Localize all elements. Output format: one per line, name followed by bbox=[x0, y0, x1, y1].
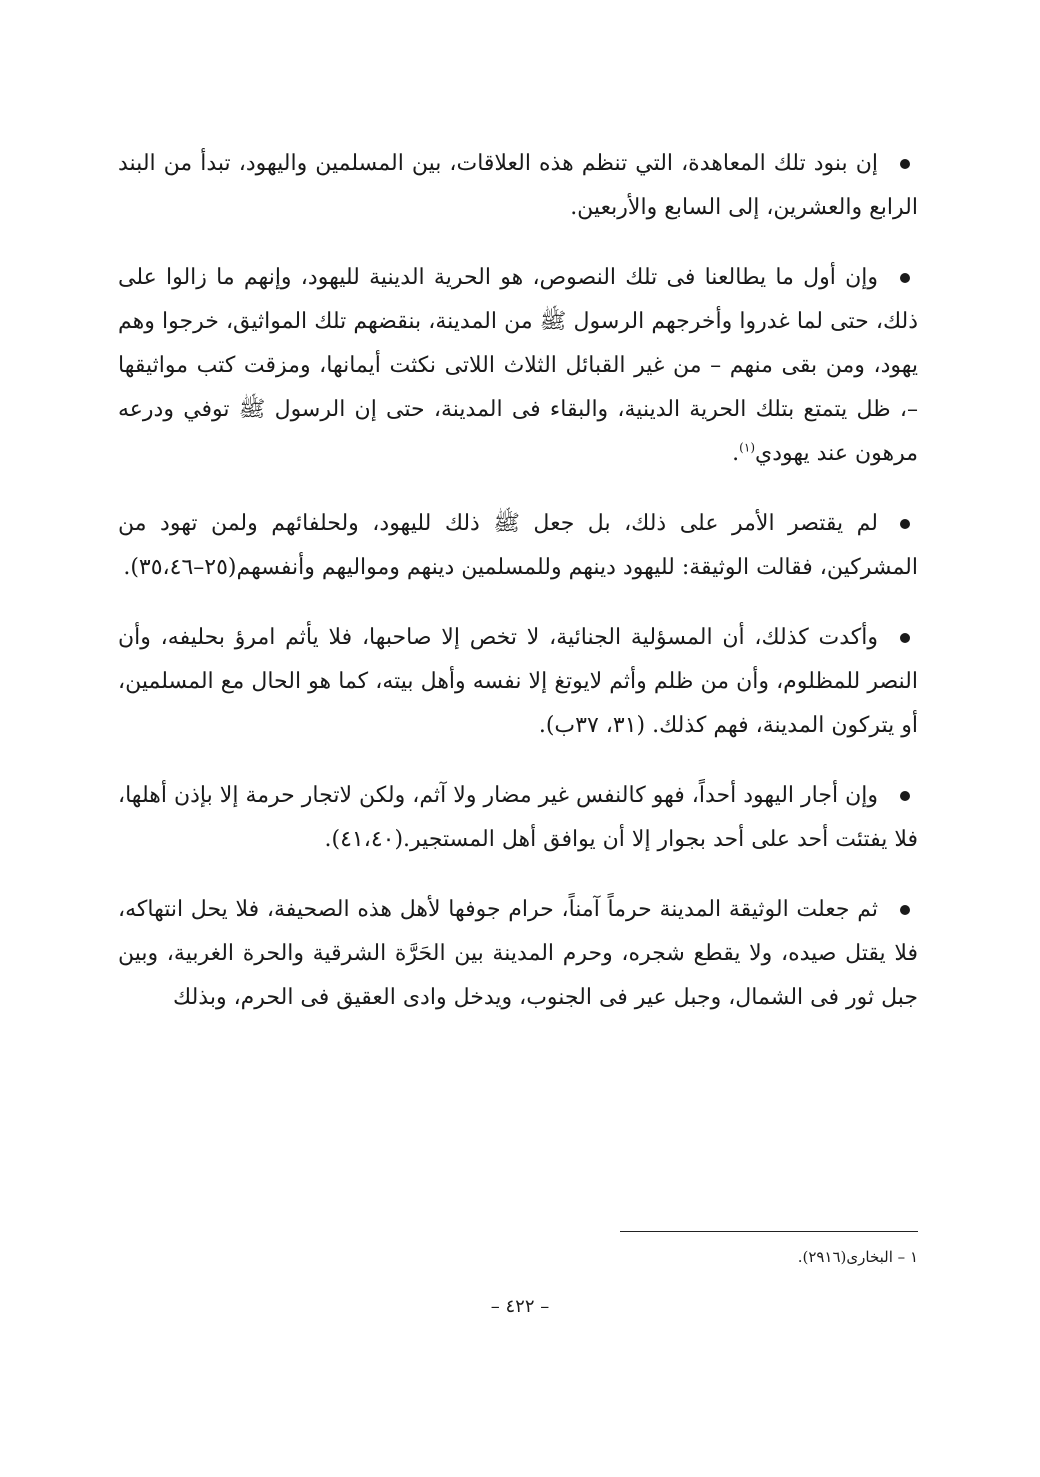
bullet-icon bbox=[900, 519, 910, 529]
paragraph-6 bbox=[118, 888, 918, 1020]
bullet-icon bbox=[900, 905, 910, 915]
footnote: ١ – البخارى(٢٩١٦). bbox=[797, 1248, 918, 1266]
bullet-icon bbox=[900, 273, 910, 283]
footnote-divider bbox=[620, 1231, 918, 1232]
bullet-icon bbox=[900, 159, 910, 169]
paragraph-text: وإن أول ما يطالعنا فى تلك النصوص، هو الحرية الدينية لليهود، وإنهم ما زالوا على ذلك، حتى لما غدروا وأخرجهم الرسول ﷺ من المدينة، بنقضهم تلك المواثيق، خرجوا وهم يهود، ومن بقى منهم – من غير القبائل الثلاث اللاتى نكثت أيمانها، ومزقت كتب مواثيقها –، ظل يتمتع بتلك الحرية الدينية، والبقاء فى المدينة، حتى إن الرسول ﷺ توفي ودرعه مرهون عند يهودي bbox=[118, 265, 918, 466]
paragraph-2 bbox=[118, 256, 918, 476]
paragraph-text: إن بنود تلك المعاهدة، التي تنظم هذه العلاقات، بين المسلمين واليهود، تبدأ من البند الرابع والعشرين، إلى السابع والأربعين. bbox=[118, 151, 918, 220]
page-number: – ٤٢٢ – bbox=[490, 1296, 550, 1317]
bullet-icon bbox=[900, 633, 910, 643]
paragraph-text: ثم جعلت الوثيقة المدينة حرماً آمناً، حرام جوفها لأهل هذه الصحيفة، فلا يحل انتهاكه، فلا يقتل صيده، ولا يقطع شجره، وحرم المدينة بين الحَرَّة الشرقية والحرة الغربية، وبين جبل ثور فى الشمال، وجبل عير فى الجنوب، ويدخل وادى العقيق فى الحرم، وبذلك bbox=[118, 897, 918, 1010]
footnote-reference[interactable]: (١) bbox=[739, 440, 755, 455]
paragraph-5 bbox=[118, 774, 918, 862]
paragraph-3 bbox=[118, 502, 918, 590]
paragraph-tail: . bbox=[732, 441, 740, 466]
bullet-icon bbox=[900, 791, 910, 801]
paragraph-1 bbox=[118, 142, 918, 230]
paragraph-text: وإن أجار اليهود أحداً، فهو كالنفس غير مضار ولا آثم، ولكن لاتجار حرمة إلا بإذن أهلها، فلا يفتئت أحد على أحد بجوار إلا أن يوافق أهل المستجير.(٤١،٤٠). bbox=[118, 783, 918, 852]
main-text bbox=[118, 142, 918, 1046]
paragraph-4 bbox=[118, 616, 918, 748]
paragraph-text: وأكدت كذلك، أن المسؤلية الجنائية، لا تخص إلا صاحبها، فلا يأثم امرؤ بحليفه، وأن النصر للمظلوم، وأن من ظلم وأثم لايوتغ إلا نفسه وأهل بيته، كما هو الحال مع المسلمين، أو يتركون المدينة، فهم كذلك. (٣١، ٣٧ب). bbox=[118, 625, 918, 738]
paragraph-text: لم يقتصر الأمر على ذلك، بل جعل ﷺ ذلك لليهود، ولحلفائهم ولمن تهود من المشركين، فقالت الوثيقة: لليهود دينهم وللمسلمين دينهم ومواليهم وأنفسهم(٢٥–٣٥،٤٦). bbox=[118, 511, 918, 580]
